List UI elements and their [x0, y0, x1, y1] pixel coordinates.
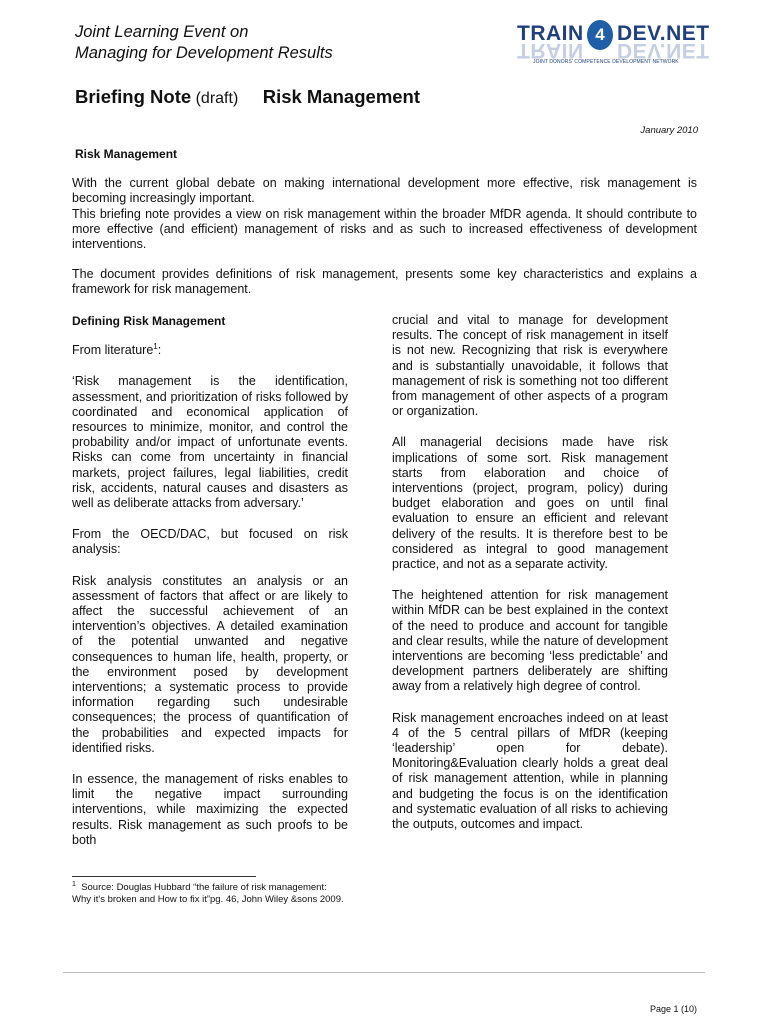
footnote-mark: 1 [72, 880, 76, 888]
logo-text-devnet: DEV.NET [617, 22, 710, 45]
literature-quote: ‘Risk management is the identification, assessment, and prioritization of risks followed by coordinated and economical application of resources to minimize, monitor, and control the probability and/or impact of unfortunate events. Risks can come from uncertainty in financial markets, project failures, legal liabilities, credit risk, accidents, natural causes and disasters as well as deliberate attacks from adversary.’ [72, 374, 348, 511]
logo-badge-icon: 4 [587, 20, 613, 50]
oecd-intro: From the OECD/DAC, but focused on risk analysis: [72, 527, 348, 557]
right-column [392, 313, 668, 848]
defining-risk-heading: Defining Risk Management [72, 314, 226, 328]
left-column [72, 314, 348, 864]
title-draft-label: (draft) [195, 90, 239, 107]
essence-paragraph: In essence, the management of risks enables to limit the negative impact surrounding interventions, while maximizing the expected results. Risk management as such proofs to be both [72, 772, 348, 847]
event-title-line-2: Managing for Development Results [75, 44, 333, 62]
intro-paragraph-3: The document provides definitions of risk management, presents some key characteristics and explains a framework for risk management. [72, 267, 697, 296]
right-paragraph-2: All managerial decisions made have risk implications of some sort. Risk management starts from elaboration and choice of interventions (project, program, policy) during budget elaboration and goes on until final evaluation to ensure an efficient and relevant delivery of the results. It is therefore best to be considered as integral to good management practice, and not as a separate activity. [392, 435, 668, 572]
from-literature-text: From literature [72, 343, 154, 358]
document-date: January 2010 [640, 125, 698, 136]
title-topic: Risk Management [262, 86, 421, 107]
right-paragraph-3: The heightened attention for risk management within MfDR can be best explained in the context of the need to produce and account for tangible and clear results, while the nature of development interventions are becoming ‘less predictable’ and development partners deliberately are shifting away from a relatively high degree of control. [392, 588, 668, 694]
intro-paragraph-1: With the current global debate on making international development more effective, risk management is becoming increasingly important. [72, 176, 697, 205]
from-literature-colon: : [157, 343, 162, 358]
section-heading: Risk Management [75, 147, 178, 161]
footnote-text: Source: Douglas Hubbard “the failure of risk management: Why it's broken and How to fix it”pg. 46, John Wiley &sons 2009. [72, 882, 344, 905]
from-literature-line [72, 343, 348, 358]
right-paragraph-1: crucial and vital to manage for development results. The concept of risk management in itself is not new. Recognizing that risk is everywhere and is substantially unavoidable, it follows that management of risk is something not too different from management of other aspects of a program or organization. [392, 313, 668, 419]
logo-reflection-left: TRAIN [517, 39, 584, 62]
footnote-separator [72, 876, 256, 877]
event-title-line-1: Joint Learning Event on [75, 23, 249, 41]
footer-separator [63, 972, 705, 973]
footnote-reference: 1 [153, 342, 158, 352]
risk-analysis-definition: Risk analysis constitutes an analysis or an assessment of factors that affect or are likely to affect the successful achievement of an intervention’s objectives. A detailed examination of the potential unwanted and negative consequences to human life, health, property, or the environment posed by development interventions; a systematic process to provide information regarding such undesirable consequences; the process of quantification of the probabilities and expected impacts for identified risks. [72, 573, 348, 755]
footnote [72, 882, 348, 905]
logo-tagline: JOINT DONORS' COMPETENCE DEVELOPMENT NETWORK [533, 59, 679, 65]
train4dev-logo [513, 20, 713, 72]
page-number: Page 1 (10) [649, 1004, 697, 1014]
title-briefing-note: Briefing Note [75, 86, 192, 107]
intro-paragraph-2: This briefing note provides a view on risk management within the broader MfDR agenda. It should contribute to more effective (and efficient) management of risks and as such to increased effectiveness of development interventions. [72, 207, 697, 251]
logo-text-train: TRAIN [517, 22, 584, 45]
document-title [75, 86, 420, 108]
right-paragraph-4: Risk management encroaches indeed on at least 4 of the 5 central pillars of MfDR (keeping ‘leadership’ open for debate). Monitoring&Evaluation clearly holds a great deal of risk management attention, while in planning and budgeting the focus is on the identification and systematic evaluation of all risks to achieving the outputs, outcomes and impact. [392, 710, 668, 832]
logo-reflection-right: DEV.NET [617, 39, 710, 62]
